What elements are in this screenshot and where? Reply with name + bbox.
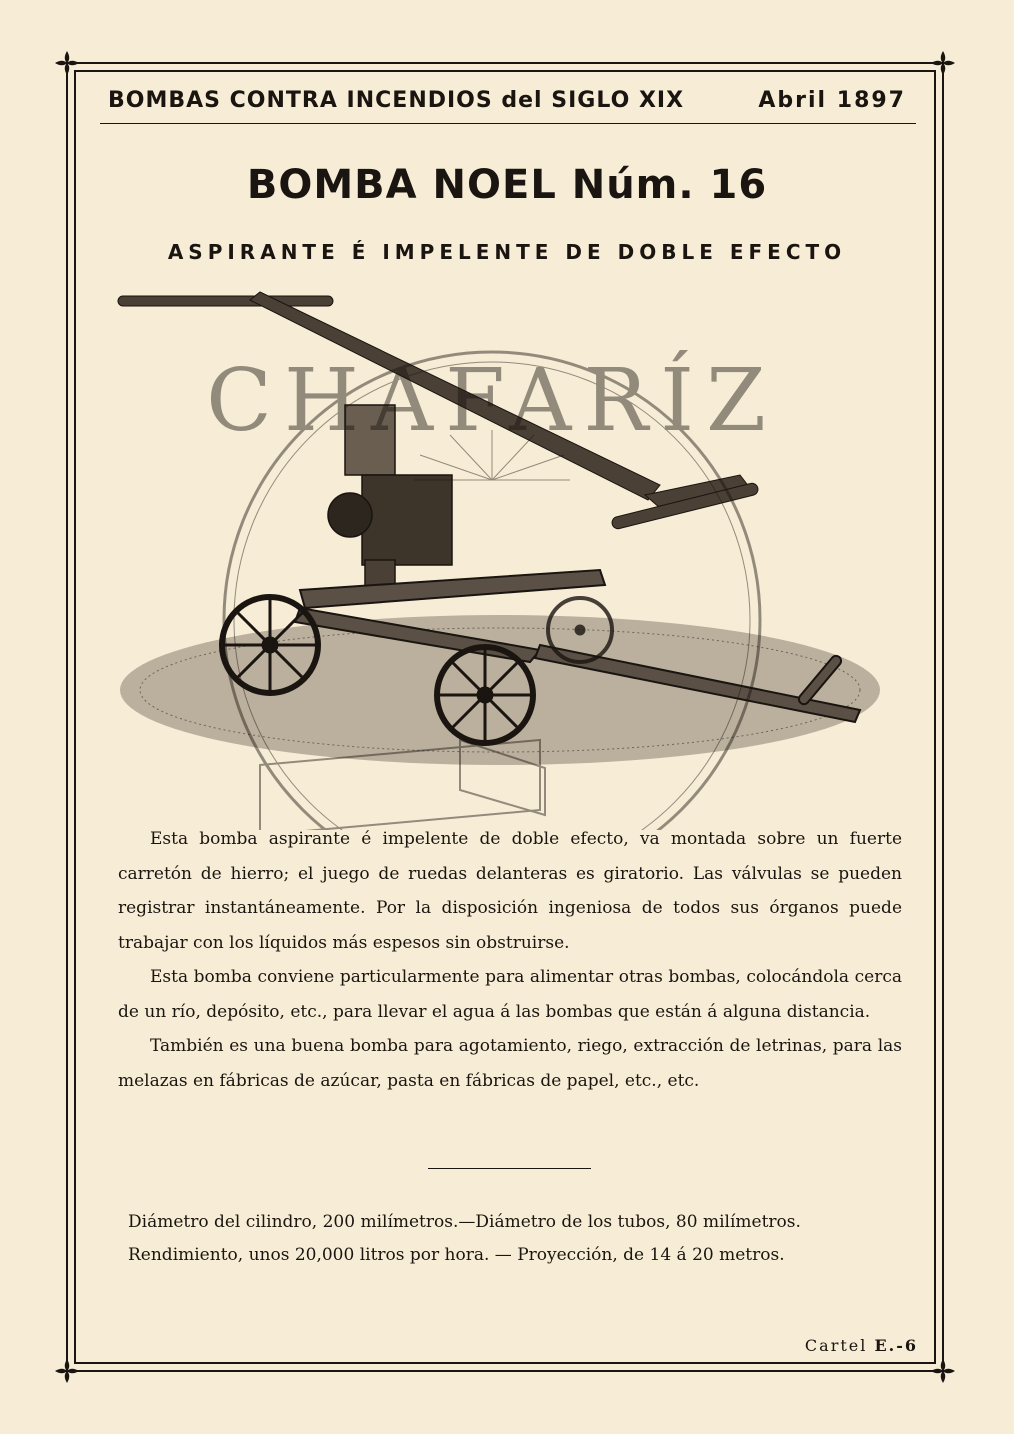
- fleur-de-lis-corner-icon: [52, 48, 82, 78]
- spec-line: Diámetro del cilindro, 200 milímetros.—Diámetro de los tubos, 80 milímetros.: [128, 1212, 801, 1232]
- spec-line: Rendimiento, unos 20,000 litros por hora. — Proyección, de 14 á 20 metros.: [128, 1245, 785, 1265]
- fleur-de-lis-corner-icon: [928, 1356, 958, 1386]
- specifications: [128, 1206, 898, 1272]
- issue-date: Abril 1897: [758, 88, 906, 113]
- fleur-de-lis-corner-icon: [52, 1356, 82, 1386]
- wheel: [437, 647, 533, 743]
- footer-code: E.-6: [874, 1336, 918, 1355]
- watermark-text: CHAFARÍZ: [206, 351, 778, 451]
- poster-code: [805, 1336, 918, 1355]
- series-title: BOMBAS CONTRA INCENDIOS del SIGLO XIX: [108, 88, 685, 113]
- paragraph: Esta bomba aspirante é impelente de doble efecto, va montada sobre un fuerte carretón de hierro; el juego de ruedas delanteras es giratorio. Las válvulas se pueden registrar instantáneamente. Por la disposición ingeniosa de todos sus órganos puede trabajar con los líquidos más espesos sin obstruirse.: [118, 829, 902, 953]
- description-text: [118, 822, 902, 1098]
- fire-pump-engraving: [100, 270, 900, 830]
- page-subtitle: ASPIRANTE É IMPELENTE DE DOBLE EFECTO: [167, 240, 847, 264]
- header-divider: [100, 123, 916, 124]
- page-title: BOMBA NOEL Núm. 16: [246, 162, 768, 208]
- wheel: [222, 597, 318, 693]
- paragraph: Esta bomba conviene particularmente para alimentar otras bombas, colocándola cerca de un río, depósito, etc., para llevar el agua á las bombas que están á alguna distancia.: [118, 967, 902, 1022]
- poster-header: [108, 88, 916, 122]
- footer-label: Cartel: [804, 1336, 868, 1355]
- paragraph: También es una buena bomba para agotamiento, riego, extracción de letrinas, para las melazas en fábricas de azúcar, pasta en fábricas de papel, etc., etc.: [118, 1036, 902, 1091]
- section-divider: [428, 1168, 591, 1169]
- fleur-de-lis-corner-icon: [928, 48, 958, 78]
